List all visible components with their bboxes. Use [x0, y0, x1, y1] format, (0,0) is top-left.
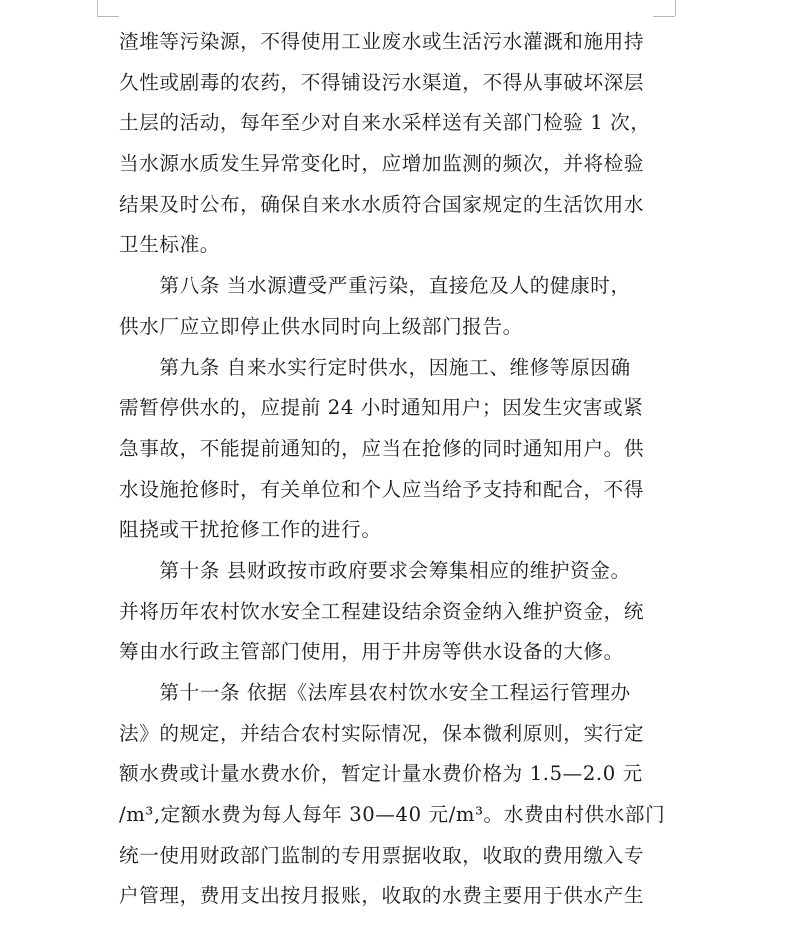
- text-line: 户管理，费用支出按月报账，收取的水费主要用于供水产生: [119, 884, 645, 908]
- text-line: 第八条 当水源遭受严重污染，直接危及人的健康时，: [119, 274, 631, 298]
- text-line: 第九条 自来水实行定时供水，因施工、维修等原因确: [119, 355, 631, 379]
- text-line: 额水费或计量水费水价，暂定计量水费价格为 1.5—2.0 元: [119, 762, 643, 786]
- margin-corner-left-vertical: [97, 0, 98, 17]
- text-line: 水设施抢修时，有关单位和个人应当给予支持和配合，不得: [119, 477, 645, 501]
- text-line: 并将历年农村饮水安全工程建设结余资金纳入维护资金，统: [119, 599, 645, 623]
- text-line: 第十一条 依据《法库县农村饮水安全工程运行管理办: [119, 681, 631, 704]
- text-line: 渣堆等污染源，不得使用工业废水或生活污水灌溉和施用持: [119, 30, 645, 53]
- margin-corner-right-horizontal: [653, 16, 675, 17]
- text-line: 结果及时公布，确保自来水水质符合国家规定的生活饮用水: [119, 192, 645, 216]
- text-line: 急事故，不能提前通知的，应当在抢修的同时通知用户。供: [119, 436, 645, 460]
- text-line: 当水源水质发生异常变化时，应增加监测的频次，并将检验: [119, 152, 645, 176]
- text-line: 法》的规定，并结合农村实际情况，保本微利原则，实行定: [119, 721, 645, 745]
- text-line: 久性或剧毒的农药，不得铺设污水渠道，不得从事破坏深层: [119, 70, 645, 94]
- text-line: 筹由水行政主管部门使用，用于井房等供水设备的大修。: [119, 640, 624, 664]
- margin-corner-left-horizontal: [97, 16, 119, 17]
- text-line: /m³,定额水费为每人每年 30—40 元/m³。水费由村供水部门: [119, 803, 666, 827]
- document-body[interactable]: [119, 22, 675, 917]
- text-line: 统一使用财政部门监制的专用票据收取，收取的费用缴入专: [119, 843, 645, 867]
- text-line: 阻挠或干扰抢修工作的进行。: [119, 518, 382, 542]
- text-line: 第十条 县财政按市政府要求会筹集相应的维护资金。: [119, 558, 631, 582]
- text-line: 供水厂应立即停止供水同时向上级部门报告。: [119, 314, 523, 338]
- text-line: 需暂停供水的，应提前 24 小时通知用户；因发生灾害或紧: [119, 396, 644, 420]
- text-line: 土层的活动，每年至少对自来水采样送有关部门检验 1 次，: [119, 111, 651, 135]
- text-line: 卫生标准。: [119, 233, 220, 257]
- margin-corner-right-vertical: [675, 0, 676, 16]
